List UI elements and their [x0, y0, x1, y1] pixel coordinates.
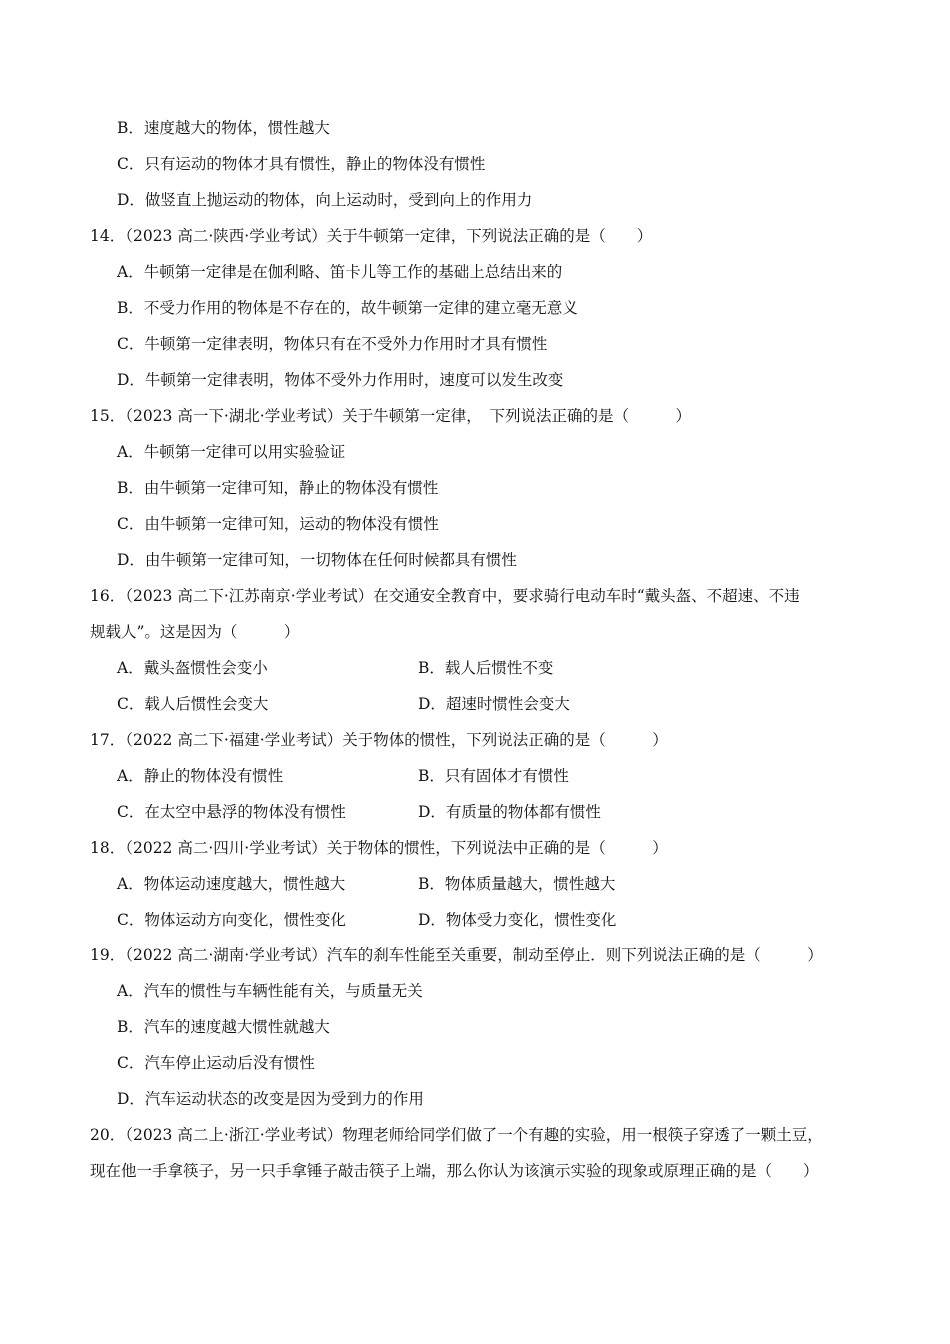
- question-17-stem: 17．（2022 高二下·福建·学业考试）关于物体的惯性，下列说法正确的是（ ）: [90, 731, 668, 749]
- q14-option-a: A．牛顿第一定律是在伽利略、笛卡儿等工作的基础上总结出来的: [117, 263, 563, 281]
- q19-option-a: A．汽车的惯性与车辆性能有关，与质量无关: [117, 982, 423, 1000]
- question-16-stem: 16．（2023 高二下·江苏南京·学业考试）在交通安全教育中，要求骑行电动车时“戴头盔、不超速、不违: [90, 587, 800, 605]
- question-19-stem: 19．（2022 高二·湖南·学业考试）汽车的刹车性能至关重要，制动至停止．则下列说法正确的是（ ）: [90, 946, 823, 964]
- q17-option-c: C．在太空中悬浮的物体没有惯性: [117, 803, 346, 821]
- option-d: D．做竖直上抛运动的物体，向上运动时，受到向上的作用力: [117, 191, 533, 209]
- q19-option-b: B．汽车的速度越大惯性就越大: [117, 1018, 330, 1036]
- q15-option-d: D．由牛顿第一定律可知，一切物体在任何时候都具有惯性: [117, 551, 517, 569]
- q15-option-c: C．由牛顿第一定律可知，运动的物体没有惯性: [117, 515, 439, 533]
- q15-option-b: B．由牛顿第一定律可知，静止的物体没有惯性: [117, 479, 439, 497]
- q16-option-a: A．戴头盔惯性会变小: [117, 659, 268, 677]
- q14-option-b: B．不受力作用的物体是不存在的，故牛顿第一定律的建立毫无意义: [117, 299, 578, 317]
- q14-option-d: D．牛顿第一定律表明，物体不受外力作用时，速度可以发生改变: [117, 371, 564, 389]
- q18-option-c: C．物体运动方向变化，惯性变化: [117, 911, 346, 929]
- option-c: C．只有运动的物体才具有惯性，静止的物体没有惯性: [117, 155, 486, 173]
- q16-option-b: B．载人后惯性不变: [418, 659, 554, 677]
- q17-option-a: A．静止的物体没有惯性: [117, 767, 284, 785]
- question-14-stem: 14．（2023 高二·陕西·学业考试）关于牛顿第一定律，下列说法正确的是（ ）: [90, 227, 653, 245]
- q19-option-c: C．汽车停止运动后没有惯性: [117, 1054, 315, 1072]
- q16-option-d: D．超速时惯性会变大: [418, 695, 570, 713]
- q14-option-c: C．牛顿第一定律表明，物体只有在不受外力作用时才具有惯性: [117, 335, 548, 353]
- q18-option-d: D．物体受力变化，惯性变化: [418, 911, 617, 929]
- question-16-stem-continued: 规载人”。这是因为（ ）: [90, 623, 300, 641]
- q18-option-b: B．物体质量越大，惯性越大: [418, 875, 616, 893]
- question-15-stem: 15．（2023 高一下·湖北·学业考试）关于牛顿第一定律， 下列说法正确的是（ ）: [90, 407, 691, 425]
- q19-option-d: D．汽车运动状态的改变是因为受到力的作用: [117, 1090, 424, 1108]
- question-20-stem: 20．（2023 高二上·浙江·学业考试）物理老师给同学们做了一个有趣的实验，用一根筷子穿透了一颗土豆，: [90, 1126, 823, 1144]
- q15-option-a: A．牛顿第一定律可以用实验验证: [117, 443, 346, 461]
- question-20-stem-continued: 现在他一手拿筷子，另一只手拿锤子敲击筷子上端，那么你认为该演示实验的现象或原理正确的是（ ）: [90, 1162, 819, 1180]
- q17-option-b: B．只有固体才有惯性: [418, 767, 569, 785]
- q17-option-d: D．有质量的物体都有惯性: [418, 803, 601, 821]
- question-18-stem: 18．（2022 高二·四川·学业考试）关于物体的惯性，下列说法中正确的是（ ）: [90, 839, 668, 857]
- q16-option-c: C．载人后惯性会变大: [117, 695, 269, 713]
- option-b: B．速度越大的物体，惯性越大: [117, 119, 330, 137]
- q18-option-a: A．物体运动速度越大，惯性越大: [117, 875, 346, 893]
